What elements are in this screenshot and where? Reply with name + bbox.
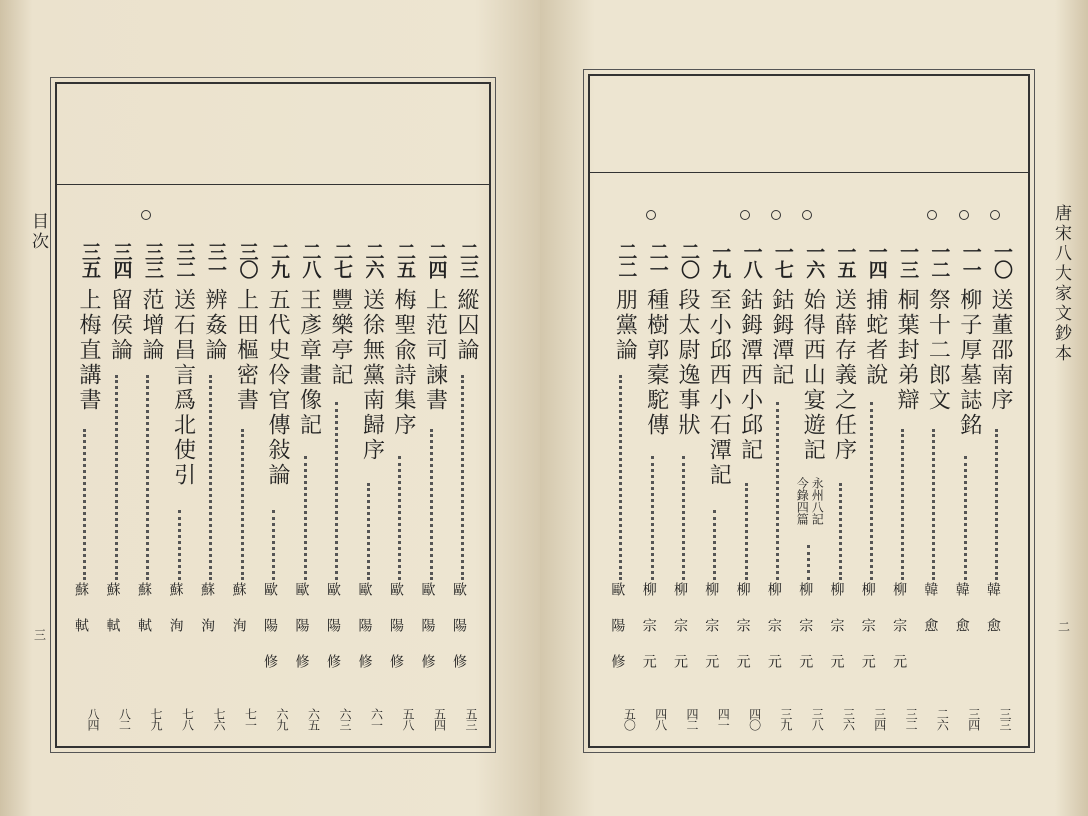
entry-author: 柳宗元	[859, 582, 876, 690]
toc-entry	[257, 230, 291, 730]
toc-entry	[226, 230, 260, 730]
entry-number: 二二	[615, 242, 638, 278]
entry-note-line: 今錄四篇	[795, 477, 810, 525]
entry-title: 鈷鉧潭西小邱記	[737, 288, 763, 463]
toc-entry	[824, 230, 858, 730]
entry-page-number: 八二	[117, 708, 132, 730]
entry-page-number: 七八	[180, 708, 195, 730]
leader-dots	[807, 545, 810, 580]
entry-title: 至小邱西小石潭記	[706, 288, 732, 488]
entry-page-number: 二六	[935, 708, 950, 730]
toc-entry	[980, 230, 1014, 730]
entry-title: 范增論	[139, 288, 164, 363]
entry-title: 縱囚論	[454, 288, 479, 363]
leader-dots	[651, 456, 654, 580]
entry-page-number: 六三	[338, 708, 352, 730]
entry-author: 柳宗元	[828, 582, 845, 690]
leader-dots	[619, 375, 622, 580]
entry-page-number: 五四	[432, 708, 447, 730]
right-page	[540, 0, 1088, 816]
entry-author: 柳宗元	[797, 582, 814, 690]
entry-title: 上田樞密書	[233, 288, 259, 413]
entry-number: 一六	[803, 242, 826, 278]
leader-dots	[367, 483, 370, 580]
leader-dots	[115, 375, 118, 580]
entry-number: 二七	[331, 242, 353, 278]
leader-dots	[713, 510, 716, 580]
entry-note-line: 永州八記	[810, 477, 825, 525]
toc-entry	[698, 230, 732, 730]
leader-dots	[335, 402, 338, 580]
entry-number: 二一	[646, 242, 669, 278]
toc-entry	[163, 230, 197, 730]
toc-entry	[289, 230, 323, 730]
entry-number: 一八	[740, 242, 763, 278]
entry-title: 桐葉封弟辯	[894, 288, 920, 413]
entry-page-number: 四〇	[747, 708, 762, 730]
left-folio: 三	[34, 628, 47, 642]
right-header-rule	[590, 172, 1028, 173]
entry-title: 梅聖兪詩集序	[391, 288, 416, 438]
entry-title: 送石昌言爲北使引	[170, 288, 196, 488]
entry-title: 朋黨論	[612, 288, 638, 363]
entry-page-number: 六五	[306, 708, 321, 730]
entry-note	[794, 477, 824, 525]
toc-entry	[320, 230, 354, 730]
leader-dots	[964, 456, 967, 580]
left-page	[0, 0, 540, 816]
toc-entry	[194, 230, 228, 730]
entry-number: 二八	[299, 242, 322, 278]
entry-title: 留侯論	[107, 288, 133, 363]
entry-title: 豐樂亭記	[328, 288, 353, 388]
entry-author: 柳宗元	[734, 582, 751, 690]
entry-number: 二四	[425, 242, 448, 278]
left-side-label: 目次	[28, 212, 48, 252]
entry-number: 一九	[709, 242, 732, 278]
toc-entry	[604, 230, 638, 730]
entry-author: 歐陽修	[262, 582, 278, 690]
entry-number: 三〇	[236, 242, 259, 278]
entry-author: 柳宗元	[672, 582, 688, 690]
entry-page-number: 三六	[841, 708, 856, 730]
entry-title: 送薛存義之任序	[831, 288, 857, 463]
entry-number: 一〇	[991, 242, 1013, 278]
entry-page-number: 四八	[653, 708, 668, 730]
entry-title: 五代史伶官傳敍論	[265, 288, 290, 488]
toc-entry	[792, 230, 826, 730]
toc-entry	[636, 230, 670, 730]
entry-number: 三二	[173, 242, 196, 278]
entry-author: 柳宗元	[891, 582, 908, 690]
leader-dots	[870, 402, 873, 580]
toc-entry	[917, 230, 951, 730]
leader-dots	[272, 510, 275, 580]
entry-title: 始得西山宴遊記	[800, 288, 826, 463]
entry-author: 歐陽修	[293, 582, 310, 690]
entry-number: 一七	[771, 242, 794, 278]
entry-title: 王彥章畫像記	[296, 288, 322, 438]
entry-author: 柳宗元	[703, 582, 720, 690]
toc-entry	[730, 230, 764, 730]
circle-mark-icon	[740, 210, 750, 220]
entry-page-number: 四二	[685, 708, 699, 730]
toc-entry	[855, 230, 889, 730]
entry-number: 二三	[457, 242, 479, 278]
entry-author: 柳宗元	[765, 582, 782, 690]
entry-author: 歐陽修	[388, 582, 404, 690]
entry-page-number: 五三	[464, 708, 478, 730]
entry-title: 祭十二郎文	[925, 288, 951, 413]
entry-title: 捕蛇者說	[862, 288, 888, 388]
entry-number: 一四	[865, 242, 888, 278]
entry-page-number: 三九	[778, 708, 793, 730]
entry-author: 歐陽修	[609, 582, 626, 690]
toc-entry	[667, 230, 701, 730]
entry-number: 三四	[110, 242, 133, 278]
leader-dots	[776, 402, 779, 580]
entry-page-number: 七六	[212, 708, 226, 730]
circle-mark-icon	[771, 210, 781, 220]
leader-dots	[209, 375, 212, 580]
entry-number: 一五	[834, 242, 857, 278]
entry-title: 柳子厚墓誌銘	[956, 288, 982, 438]
leader-dots	[932, 429, 935, 580]
entry-author: 蘇洵	[230, 582, 247, 654]
circle-mark-icon	[646, 210, 656, 220]
toc-entry	[446, 230, 480, 730]
leader-dots	[995, 429, 998, 580]
entry-page-number: 三四	[966, 708, 981, 730]
entry-number: 三三	[142, 242, 164, 278]
leader-dots	[398, 456, 401, 580]
entry-page-number: 七九	[149, 708, 163, 730]
entry-author: 蘇軾	[104, 582, 121, 654]
leader-dots	[430, 429, 433, 580]
entry-author: 歐陽修	[325, 582, 341, 690]
leader-dots	[839, 483, 842, 580]
entry-author: 柳宗元	[640, 582, 657, 690]
toc-entry	[131, 230, 165, 730]
entry-number: 三五	[79, 242, 101, 278]
toc-entry	[886, 230, 920, 730]
entry-page-number: 五〇	[622, 708, 637, 730]
entry-author: 蘇軾	[136, 582, 152, 654]
toc-entry	[415, 230, 449, 730]
entry-title: 送董邵南序	[988, 288, 1013, 413]
entry-title: 種樹郭槖駝傳	[643, 288, 669, 438]
entry-number: 一一	[959, 242, 982, 278]
entry-title: 鈷鉧潭記	[768, 288, 794, 388]
entry-number: 三一	[205, 242, 227, 278]
entry-page-number: 七一	[243, 708, 258, 730]
entry-author: 韓愈	[922, 582, 939, 654]
entry-page-number: 五八	[401, 708, 415, 730]
entry-number: 二五	[394, 242, 416, 278]
toc-entry	[352, 230, 386, 730]
entry-title: 上梅直講書	[76, 288, 101, 413]
left-header-rule	[57, 184, 489, 185]
leader-dots	[461, 375, 464, 580]
entry-page-number: 三三	[998, 708, 1012, 730]
entry-page-number: 三四	[872, 708, 887, 730]
leader-dots	[241, 429, 244, 580]
leader-dots	[682, 456, 685, 580]
circle-mark-icon	[141, 210, 151, 220]
toc-entry	[949, 230, 983, 730]
toc-entry	[383, 230, 417, 730]
leader-dots	[83, 429, 86, 580]
entry-title: 辨姦論	[202, 288, 227, 363]
entry-title: 送徐無黨南歸序	[359, 288, 385, 463]
leader-dots	[304, 456, 307, 580]
leader-dots	[178, 510, 181, 580]
entry-author: 韓愈	[985, 582, 1001, 654]
entry-author: 蘇洵	[167, 582, 184, 654]
leader-dots	[901, 429, 904, 580]
entry-page-number: 八四	[86, 708, 100, 730]
entry-page-number: 三八	[810, 708, 825, 730]
entry-page-number: 四一	[716, 708, 731, 730]
entry-number: 二九	[268, 242, 290, 278]
entry-number: 一三	[897, 242, 920, 278]
entry-page-number: 六一	[369, 708, 384, 730]
entry-number: 二〇	[678, 242, 700, 278]
entry-author: 韓愈	[953, 582, 970, 654]
circle-mark-icon	[959, 210, 969, 220]
entry-page-number: 三二	[904, 708, 919, 730]
entry-author: 歐陽修	[419, 582, 436, 690]
entry-number: 二六	[362, 242, 385, 278]
entry-title: 段太尉逸事狀	[675, 288, 700, 438]
entry-author: 歐陽修	[356, 582, 373, 690]
entry-title: 上范司諫書	[422, 288, 448, 413]
right-side-label: 唐宋八大家文鈔本	[1051, 204, 1071, 364]
toc-entry	[68, 230, 102, 730]
entry-number: 一二	[928, 242, 951, 278]
circle-mark-icon	[990, 210, 1000, 220]
toc-entry	[100, 230, 134, 730]
entry-author: 蘇軾	[73, 582, 89, 654]
leader-dots	[745, 483, 748, 580]
toc-entry	[761, 230, 795, 730]
entry-author: 蘇洵	[199, 582, 215, 654]
entry-page-number: 六九	[275, 708, 289, 730]
entry-author: 歐陽修	[451, 582, 467, 690]
right-folio: 二	[1058, 620, 1071, 634]
leader-dots	[146, 375, 149, 580]
